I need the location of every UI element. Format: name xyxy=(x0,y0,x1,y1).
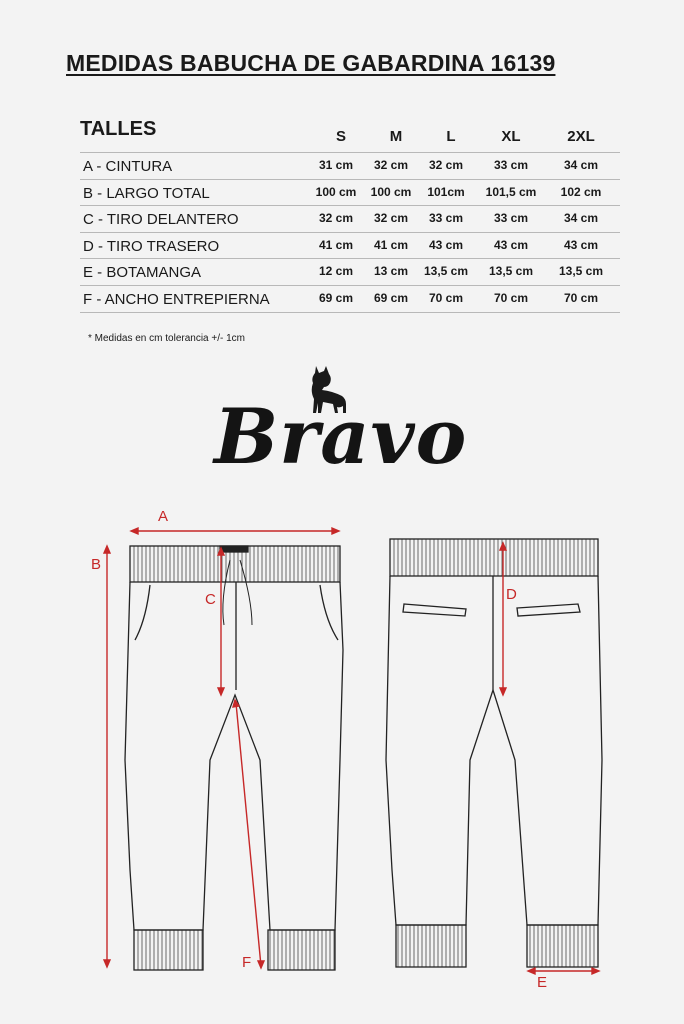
measure-value: 13,5 cm xyxy=(423,264,469,279)
measure-value: 32 cm xyxy=(373,158,409,172)
size-header: L xyxy=(446,128,456,145)
measure-value: 33 cm xyxy=(493,158,529,172)
table-row xyxy=(80,258,620,285)
measure-name: F - ANCHO ENTREPIERNA xyxy=(83,290,270,308)
label-e: E xyxy=(537,974,548,991)
measure-value: 33 cm xyxy=(493,211,529,226)
measure-name: A - CINTURA xyxy=(83,158,173,175)
measure-value: 41 cm xyxy=(318,237,354,252)
measure-value: 34 cm xyxy=(563,211,599,226)
table-row xyxy=(80,205,620,232)
pants-diagram xyxy=(0,490,684,1024)
table-row xyxy=(80,152,620,179)
size-table-header xyxy=(80,118,620,152)
measure-value: 13,5 cm xyxy=(488,264,534,279)
label-d: D xyxy=(506,586,517,603)
size-header: S xyxy=(335,128,346,145)
measure-value: 70 cm xyxy=(563,290,599,305)
brand-logo: Bravo xyxy=(214,392,468,481)
measure-value: 13 cm xyxy=(373,264,409,279)
measure-value: 69 cm xyxy=(373,290,409,305)
measure-value: 32 cm xyxy=(428,158,464,172)
measure-name: B - LARGO TOTAL xyxy=(83,184,210,202)
measure-value: 70 cm xyxy=(428,290,464,305)
label-f: F xyxy=(242,954,252,971)
measure-value: 101cm xyxy=(427,184,465,199)
measure-value: 100 cm xyxy=(370,184,412,199)
size-header: XL xyxy=(501,128,521,145)
measure-value: 33 cm xyxy=(428,211,464,226)
measure-value: 32 cm xyxy=(373,211,409,226)
page-title: MEDIDAS BABUCHA DE GABARDINA 16139 xyxy=(66,50,556,76)
label-a: A xyxy=(158,508,169,525)
measure-value: 13,5 cm xyxy=(558,264,604,279)
measure-value: 43 cm xyxy=(493,237,529,252)
size-table xyxy=(80,118,620,313)
measure-value: 43 cm xyxy=(428,237,464,252)
measure-name: E - BOTAMANGA xyxy=(83,264,202,282)
table-row xyxy=(80,285,620,313)
measure-value: 70 cm xyxy=(493,290,529,305)
measure-value: 43 cm xyxy=(563,237,599,252)
talles-label: TALLES xyxy=(80,118,157,140)
measure-value: 41 cm xyxy=(373,237,409,252)
measure-value: 12 cm xyxy=(318,264,354,279)
size-header: M xyxy=(389,128,403,145)
table-row xyxy=(80,232,620,259)
tolerance-note: * Medidas en cm tolerancia +/- 1cm xyxy=(88,333,246,344)
table-row xyxy=(80,179,620,206)
measure-value: 102 cm xyxy=(560,184,602,199)
measure-lines xyxy=(104,528,599,974)
measure-name: C - TIRO DELANTERO xyxy=(83,211,239,229)
label-c: C xyxy=(205,591,216,608)
measure-value: 31 cm xyxy=(318,158,354,172)
measure-value: 100 cm xyxy=(315,184,357,199)
measure-value: 69 cm xyxy=(318,290,354,305)
size-header: 2XL xyxy=(567,128,595,145)
label-b: B xyxy=(91,556,102,573)
measure-value: 101,5 cm xyxy=(485,184,537,199)
measure-value: 32 cm xyxy=(318,211,354,226)
front-pants xyxy=(125,546,343,970)
measure-name: D - TIRO TRASERO xyxy=(83,237,220,255)
back-pants xyxy=(386,539,602,967)
measure-value: 34 cm xyxy=(563,158,599,172)
